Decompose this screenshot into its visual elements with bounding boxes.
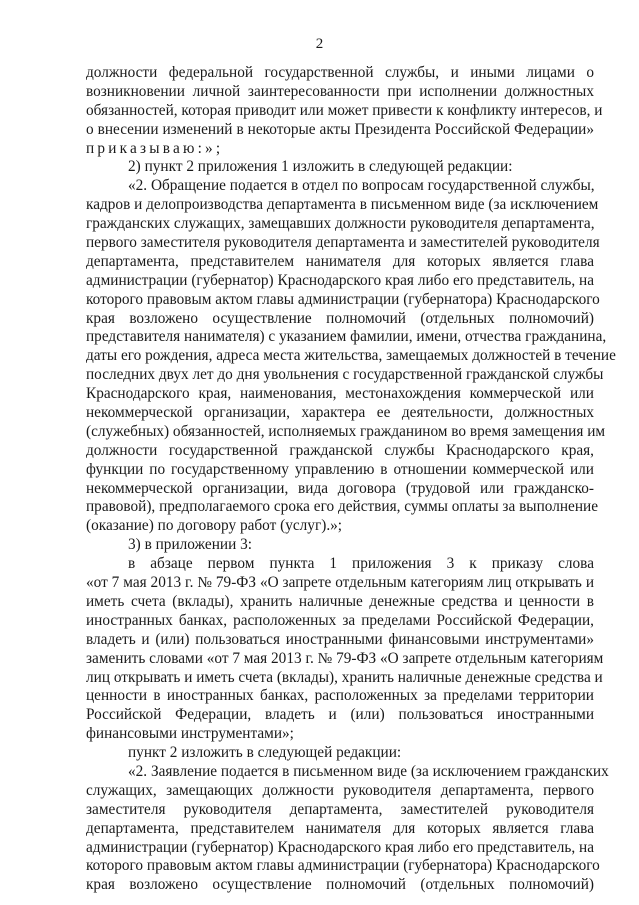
text-line: владеть и (или) пользоваться иностранными финансовыми инструментами» [86,630,594,648]
text-line: Краснодарского края, наименования, местонахождения коммерческой или [86,385,594,403]
text-line: финансовыми инструментами»; [86,725,294,743]
text-line: первого заместителя руководителя департамента и заместителей руководителя [86,234,600,252]
text-line: которого правовым актом главы администрации (губернатора) Краснодарского [86,290,600,308]
text-line: приказываю:»; [86,139,224,157]
text-line: служащих, замещающих должности руководителя департамента, первого [86,781,594,799]
text-line: правовой), предполагаемого срока его действия, суммы оплаты за выполнение [86,498,598,516]
text-line: в абзаце первом пункта 1 приложения 3 к приказу слова [128,555,594,573]
text-line: последних двух лет до дня увольнения с государственной гражданской службы [86,366,604,384]
text-line: департамента, представителем нанимателя для которых является глава [86,819,594,837]
text-line: края возложено осуществление полномочий (отдельных полномочий) [86,309,594,327]
text-line: должности государственной гражданской службы Краснодарского края, [86,441,594,459]
text-line: «2. Заявление подается в письменном виде (за исключением гражданских [128,762,609,780]
text-line: заменить словами «от 7 мая 2013 г. № 79-ФЗ «О запрете отдельным категориям [86,649,604,667]
text-line: некоммерческой организации, вида договора (трудовой или гражданско- [86,479,594,497]
text-line: иностранных банках, расположенных за пределами Российской Федерации, [86,611,594,629]
text-line: которого правовым актом главы администрации (губернатора) Краснодарского [86,857,600,875]
text-line: заместителя руководителя департамента, заместителей руководителя [86,800,594,818]
text-line: лиц открывать и иметь счета (вклады), хранить наличные денежные средства и [86,668,603,686]
text-line: края возложено осуществление полномочий (отдельных полномочий) [86,876,594,894]
text-line: о внесении изменений в некоторые акты Президента Российской Федерации» [86,120,594,138]
text-line: должности федеральной государственной службы, и иными лицами о [86,64,594,81]
text-line: департамента, представителем нанимателя для которых является глава [86,252,594,270]
text-line: даты его рождения, адреса места жительства, замещаемых должностей в течение [86,347,616,365]
text-line: ценности в иностранных банках, расположенных за пределами территории [86,687,594,705]
text-line: иметь счета (вклады), хранить наличные денежные средства и ценности в [86,592,594,610]
text-line: (оказание) по договору работ (услуг).»; [86,517,343,535]
text-line: некоммерческой организации, характера ее деятельности, должностных [86,404,594,422]
page-number: 2 [315,36,324,52]
text-line: представителя нанимателя) с указанием фамилии, имени, отчества гражданина, [86,328,607,346]
text-line: возникновении личной заинтересованности при исполнении должностных [86,82,594,100]
document-body [86,64,616,895]
text-line: администрации (губернатор) Краснодарского края либо его представитель, на [86,271,594,289]
text-line: гражданских служащих, замещавших должности руководителя департамента, [86,215,595,233]
text-line: функции по государственному управлению в отношении коммерческой или [86,460,594,478]
text-line: (служебных) обязанностей, исполняемых гражданином во время замещения им [86,422,606,440]
text-line: 2) пункт 2 приложения 1 изложить в следующей редакции: [128,158,513,176]
text-line: «от 7 мая 2013 г. № 79-ФЗ «О запрете отдельным категориям лиц открывать и [86,574,594,592]
text-line: Российской Федерации, владеть и (или) пользоваться иностранными [86,706,594,724]
text-line: пункт 2 изложить в следующей редакции: [128,744,402,762]
text-line: 3) в приложении 3: [128,536,252,554]
text-line: «2. Обращение подается в отдел по вопросам государственной службы, [128,177,595,195]
text-line: обязанностей, которая приводит или может привести к конфликту интересов, и [86,101,603,119]
text-line: администрации (губернатор) Краснодарского края либо его представитель, на [86,838,594,856]
text-line: кадров и делопроизводства департамента в письменном виде (за исключением [86,196,599,214]
